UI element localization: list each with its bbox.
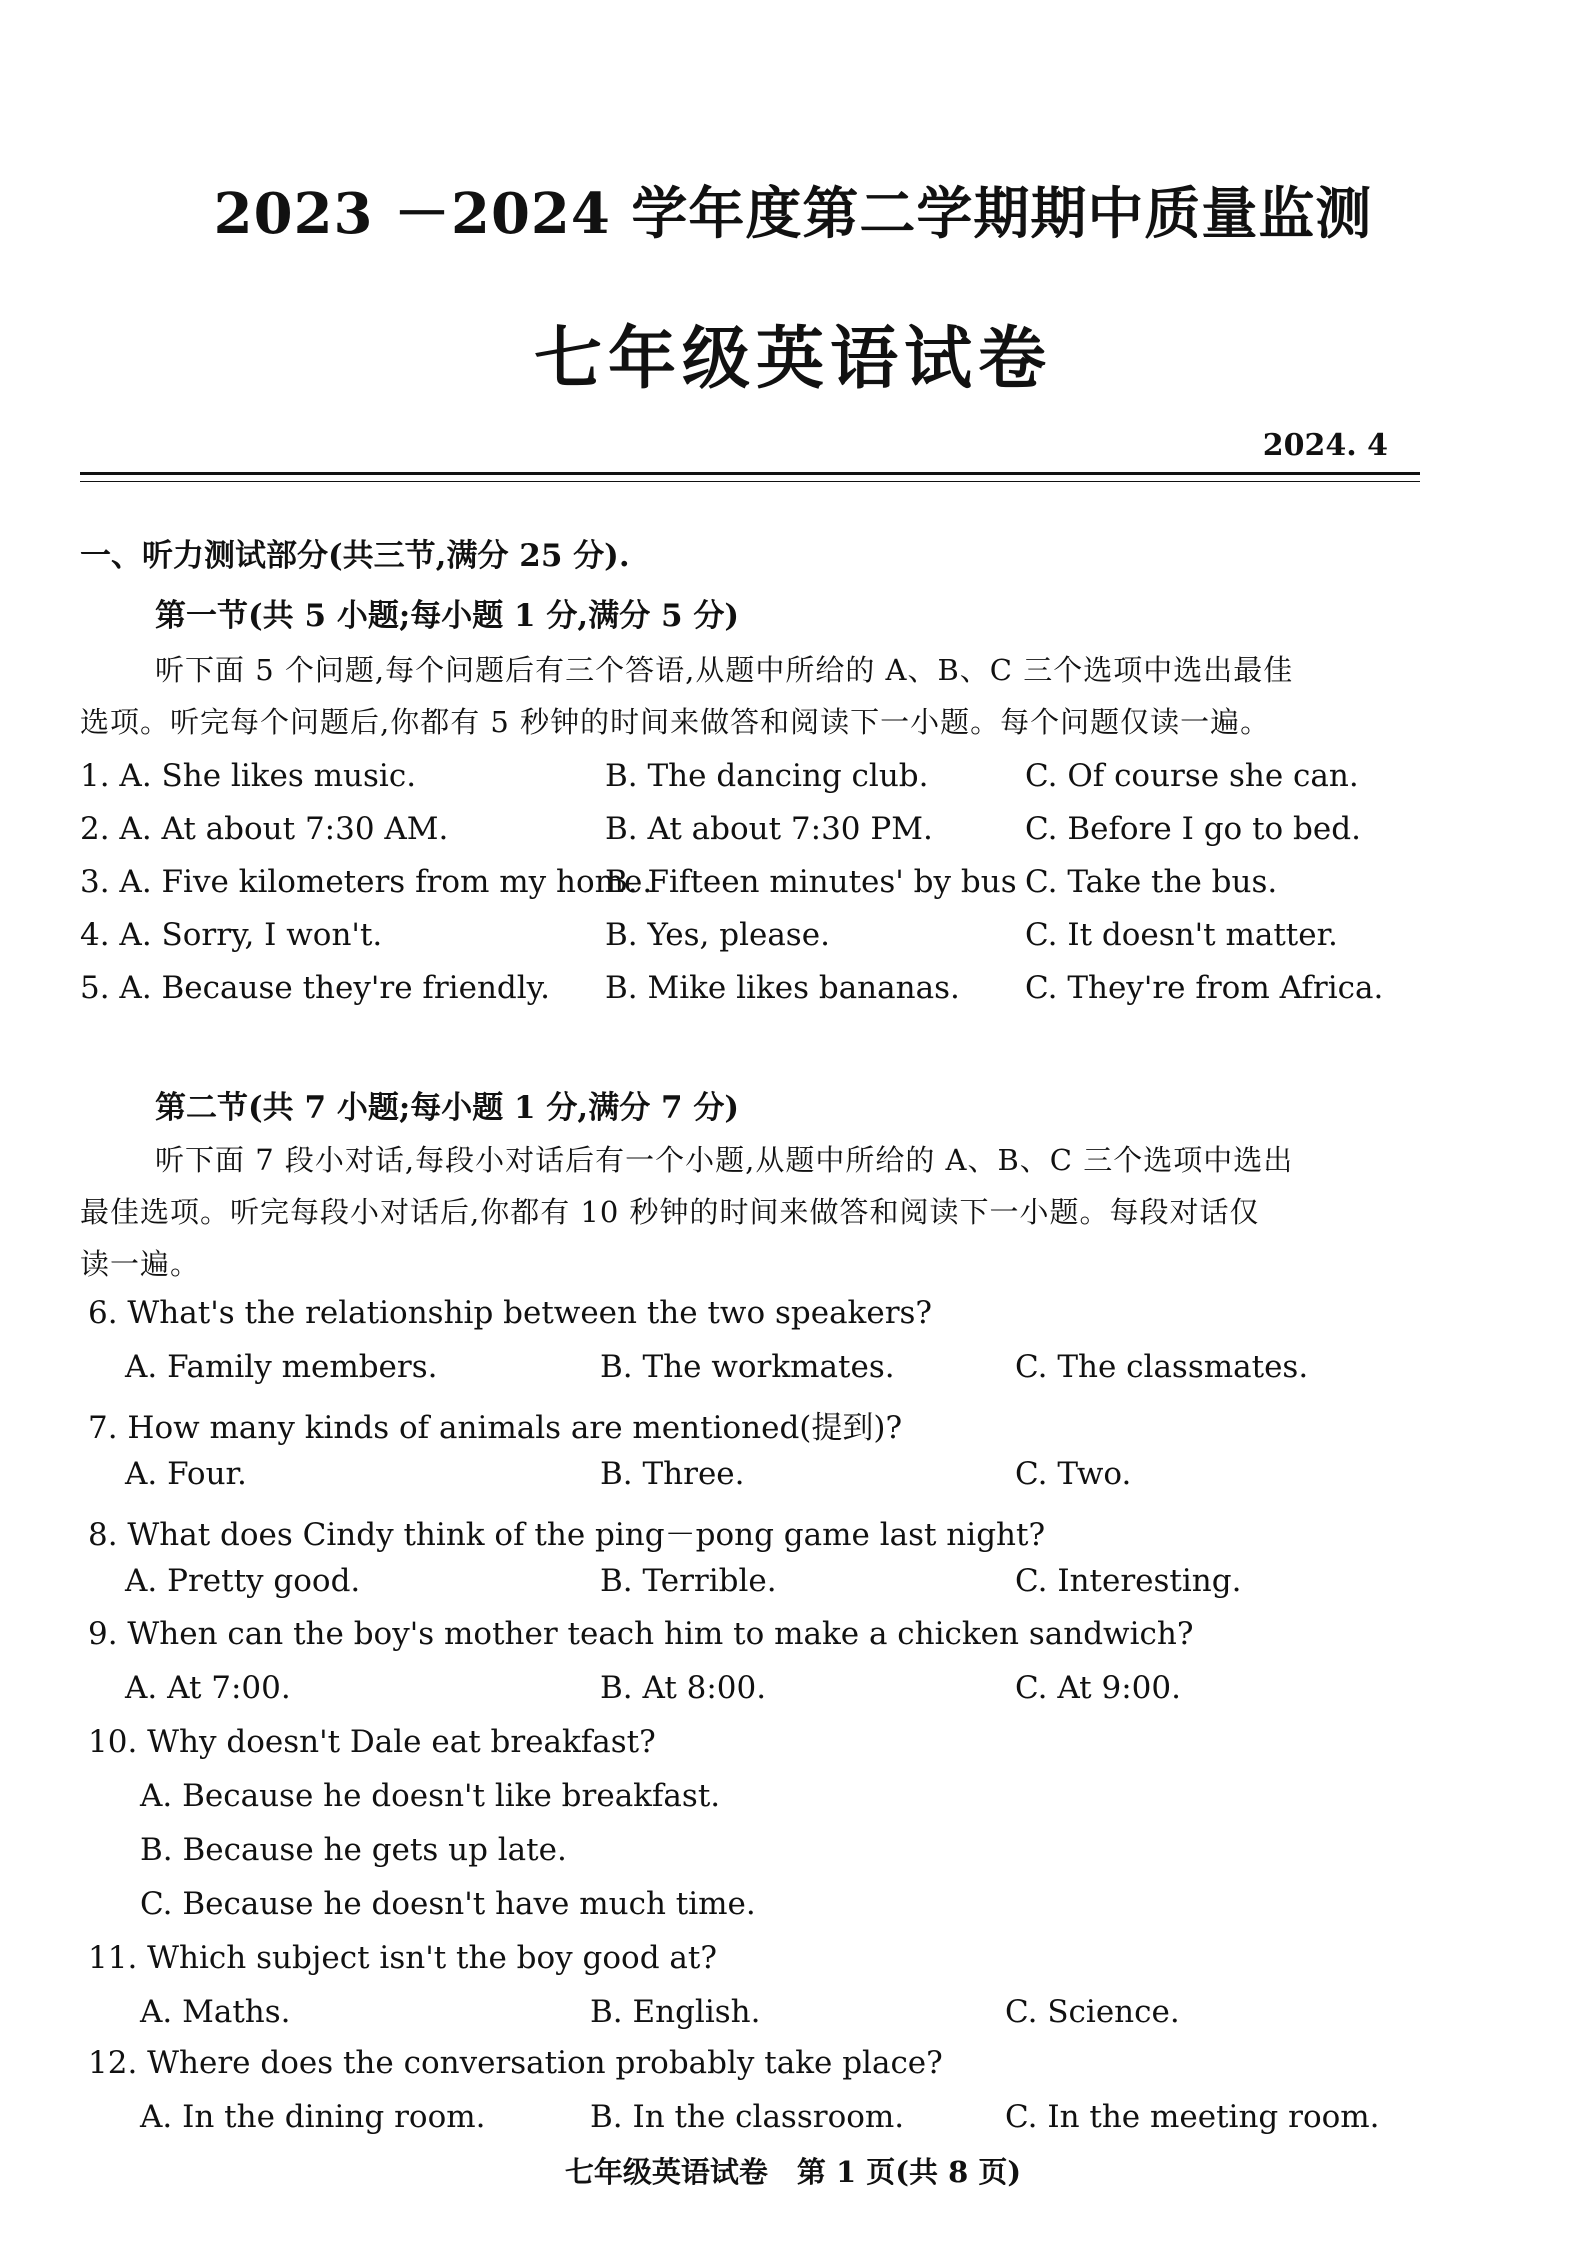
question-text: 7. How many kinds of animals are mentioned(提到)? [88, 1410, 903, 1446]
option-b: B. Terrible. [600, 1563, 777, 1599]
section1-instruction-2: 选项。听完每个问题后,你都有 5 秒钟的时间来做答和阅读下一小题。每个问题仅读一遍。 [80, 705, 1271, 739]
option-c: C. They're from Africa. [1025, 970, 1384, 1006]
section2-instruction-2: 最佳选项。听完每段小对话后,你都有 10 秒钟的时间来做答和阅读下一小题。每段对话仅 [80, 1195, 1260, 1229]
option-b: B. At about 7:30 PM. [605, 811, 933, 847]
question-row [80, 917, 1420, 959]
option-c: C. Science. [1005, 1994, 1180, 2030]
option-a: 1. A. She likes music. [80, 758, 417, 794]
section2-heading: 第二节(共 7 小题;每小题 1 分,满分 7 分) [155, 1090, 740, 1126]
option-a: A. Pretty good. [125, 1563, 361, 1599]
option-b: B. Yes, please. [605, 917, 830, 953]
option-c: C. Take the bus. [1025, 864, 1278, 900]
option-c: C. Before I go to bed. [1025, 811, 1361, 847]
section2-instruction-3: 读一遍。 [80, 1247, 201, 1281]
option-b: B. Fifteen minutes' by bus [605, 864, 1017, 900]
options-row [80, 1563, 1420, 1605]
option-c: C. The classmates. [1015, 1349, 1309, 1385]
option-a: A. In the dining room. [140, 2099, 486, 2135]
option-b: B. At 8:00. [600, 1670, 767, 1706]
option-b: B. In the classroom. [590, 2099, 905, 2135]
option-b: B. The dancing club. [605, 758, 929, 794]
option-a: 5. A. Because they're friendly. [80, 970, 550, 1006]
page-footer: 七年级英语试卷 第 1 页(共 8 页) [564, 2155, 1022, 2189]
option-a: A. Four. [125, 1456, 247, 1492]
option-c: C. Of course she can. [1025, 758, 1359, 794]
options-row [80, 1994, 1420, 2036]
section1-instruction-1: 听下面 5 个问题,每个问题后有三个答语,从题中所给的 A、B、C 三个选项中选出最佳 [155, 653, 1294, 687]
option-c: C. Interesting. [1015, 1563, 1242, 1599]
option-c: C. At 9:00. [1015, 1670, 1181, 1706]
exam-subject-title: 七年级英语试卷 [533, 319, 1052, 399]
option-b: B. Because he gets up late. [140, 1832, 567, 1868]
question-text: 10. Why doesn't Dale eat breakfast? [88, 1724, 656, 1760]
option-a: A. Because he doesn't like breakfast. [140, 1778, 721, 1814]
section1-heading: 第一节(共 5 小题;每小题 1 分,满分 5 分) [155, 598, 740, 634]
option-b: B. Three. [600, 1456, 745, 1492]
option-c: C. Because he doesn't have much time. [140, 1886, 756, 1922]
options-row [80, 1456, 1420, 1498]
header-divider [80, 472, 1420, 482]
option-c: C. In the meeting room. [1005, 2099, 1380, 2135]
section2-instruction-1: 听下面 7 段小对话,每段小对话后有一个小题,从题中所给的 A、B、C 三个选项中选出 [155, 1143, 1294, 1177]
option-a: A. Maths. [140, 1994, 291, 2030]
option-a: 3. A. Five kilometers from my home. [80, 864, 653, 900]
question-text: 11. Which subject isn't the boy good at? [88, 1940, 717, 1976]
options-row [80, 2099, 1420, 2141]
question-text: 6. What's the relationship between the two speakers? [88, 1295, 933, 1331]
options-row [80, 1349, 1420, 1391]
option-b: B. The workmates. [600, 1349, 895, 1385]
question-text: 12. Where does the conversation probably take place? [88, 2045, 943, 2081]
option-a: A. At 7:00. [125, 1670, 291, 1706]
question-row [80, 758, 1420, 800]
option-a: A. Family members. [125, 1349, 438, 1385]
exam-date: 2024. 4 [1262, 428, 1388, 463]
option-b: B. Mike likes bananas. [605, 970, 960, 1006]
question-row [80, 811, 1420, 853]
option-c: C. Two. [1015, 1456, 1132, 1492]
option-c: C. It doesn't matter. [1025, 917, 1338, 953]
option-b: B. English. [590, 1994, 761, 2030]
exam-title: 2023 －2024 学年度第二学期期中质量监测 [213, 181, 1373, 247]
question-row [80, 864, 1420, 906]
option-a: 2. A. At about 7:30 AM. [80, 811, 449, 847]
options-row [80, 1670, 1420, 1712]
question-text: 9. When can the boy's mother teach him to make a chicken sandwich? [88, 1616, 1194, 1652]
question-text: 8. What does Cindy think of the ping－pong game last night? [88, 1517, 1046, 1553]
question-row [80, 970, 1420, 1012]
option-a: 4. A. Sorry, I won't. [80, 917, 383, 953]
part1-heading: 一、听力测试部分(共三节,满分 25 分). [80, 538, 630, 574]
